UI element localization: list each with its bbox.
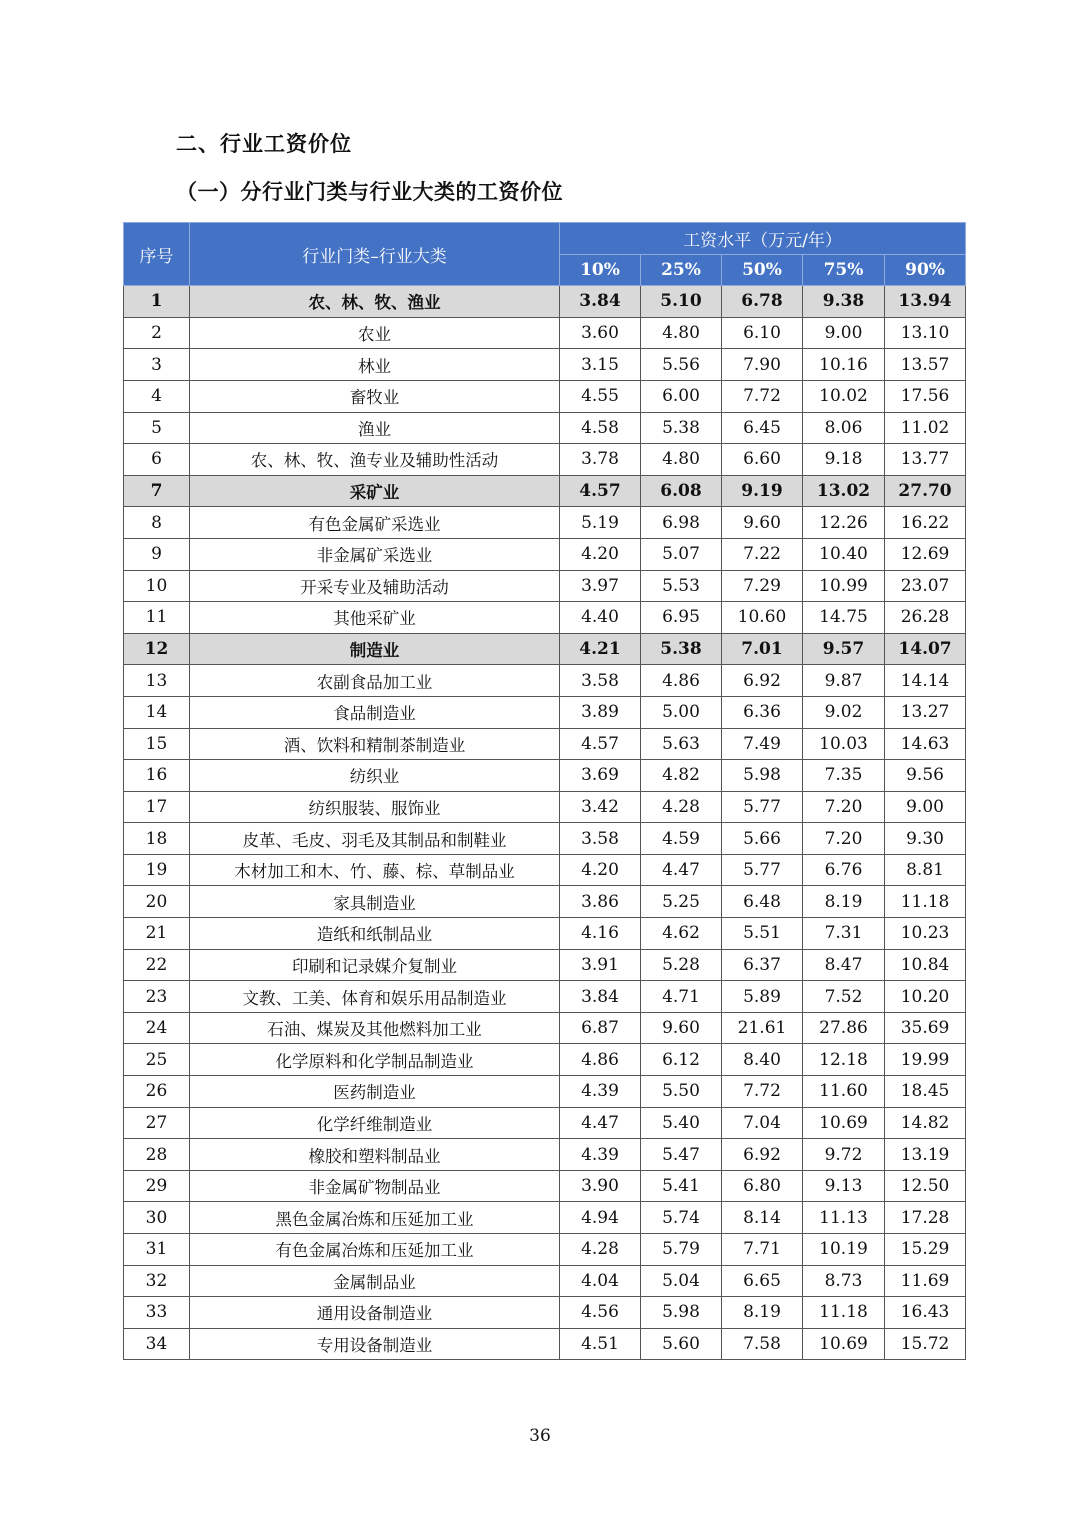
- row-index: 33: [124, 1297, 190, 1329]
- row-value-p25: 5.38: [641, 412, 722, 444]
- row-value-p50: 5.51: [722, 918, 803, 950]
- row-value-p50: 5.89: [722, 981, 803, 1013]
- table-row-section: [124, 633, 966, 665]
- row-value-p90: 15.72: [885, 1328, 966, 1360]
- table-row: [124, 1044, 966, 1076]
- table-row: [124, 444, 966, 476]
- row-value-p90: 8.81: [885, 854, 966, 886]
- row-index: 18: [124, 823, 190, 855]
- row-value-p90: 16.43: [885, 1297, 966, 1329]
- row-value-p25: 5.56: [641, 349, 722, 381]
- row-value-p25: 5.79: [641, 1234, 722, 1266]
- row-value-p90: 13.19: [885, 1139, 966, 1171]
- row-value-p75: 12.26: [803, 507, 885, 539]
- row-index: 7: [124, 475, 190, 507]
- row-value-p25: 4.71: [641, 981, 722, 1013]
- row-index: 19: [124, 854, 190, 886]
- row-value-p25: 5.07: [641, 538, 722, 570]
- row-value-p90: 13.10: [885, 317, 966, 349]
- row-value-p50: 21.61: [722, 1012, 803, 1044]
- row-index: 26: [124, 1076, 190, 1108]
- row-industry-name: 畜牧业: [190, 380, 560, 412]
- wage-table: [123, 222, 966, 1360]
- row-value-p90: 15.29: [885, 1234, 966, 1266]
- row-index: 27: [124, 1107, 190, 1139]
- row-value-p10: 3.58: [560, 665, 641, 697]
- table-row: [124, 1265, 966, 1297]
- row-industry-name: 皮革、毛皮、羽毛及其制品和制鞋业: [190, 823, 560, 855]
- row-value-p10: 4.58: [560, 412, 641, 444]
- row-value-p50: 5.66: [722, 823, 803, 855]
- row-index: 4: [124, 380, 190, 412]
- row-value-p25: 5.60: [641, 1328, 722, 1360]
- row-value-p50: 7.71: [722, 1234, 803, 1266]
- row-value-p10: 3.84: [560, 981, 641, 1013]
- table-row: [124, 760, 966, 792]
- row-value-p75: 14.75: [803, 602, 885, 634]
- table-row: [124, 349, 966, 381]
- row-value-p75: 11.60: [803, 1076, 885, 1108]
- row-value-p50: 7.58: [722, 1328, 803, 1360]
- row-value-p50: 6.92: [722, 1139, 803, 1171]
- row-industry-name: 印刷和记录媒介复制业: [190, 949, 560, 981]
- row-value-p75: 9.02: [803, 696, 885, 728]
- row-industry-name: 非金属矿物制品业: [190, 1170, 560, 1202]
- table-row: [124, 886, 966, 918]
- row-index: 34: [124, 1328, 190, 1360]
- row-value-p25: 4.59: [641, 823, 722, 855]
- row-index: 9: [124, 538, 190, 570]
- row-value-p90: 11.18: [885, 886, 966, 918]
- row-value-p10: 4.21: [560, 633, 641, 665]
- row-index: 28: [124, 1139, 190, 1171]
- row-value-p50: 8.40: [722, 1044, 803, 1076]
- row-index: 22: [124, 949, 190, 981]
- row-industry-name: 农业: [190, 317, 560, 349]
- table-row: [124, 728, 966, 760]
- row-value-p50: 7.01: [722, 633, 803, 665]
- row-value-p10: 4.28: [560, 1234, 641, 1266]
- row-value-p50: 5.77: [722, 791, 803, 823]
- row-value-p25: 5.98: [641, 1297, 722, 1329]
- page-number: 36: [529, 1426, 551, 1446]
- table-row: [124, 1012, 966, 1044]
- row-value-p90: 35.69: [885, 1012, 966, 1044]
- row-value-p90: 10.20: [885, 981, 966, 1013]
- row-value-p25: 4.47: [641, 854, 722, 886]
- row-value-p10: 3.69: [560, 760, 641, 792]
- row-industry-name: 食品制造业: [190, 696, 560, 728]
- row-value-p25: 4.62: [641, 918, 722, 950]
- row-value-p50: 7.72: [722, 380, 803, 412]
- header-index: 序号: [124, 223, 190, 286]
- row-index: 23: [124, 981, 190, 1013]
- row-value-p25: 5.63: [641, 728, 722, 760]
- row-value-p90: 18.45: [885, 1076, 966, 1108]
- row-value-p90: 10.23: [885, 918, 966, 950]
- row-industry-name: 黑色金属冶炼和压延加工业: [190, 1202, 560, 1234]
- row-value-p25: 5.74: [641, 1202, 722, 1234]
- row-industry-name: 橡胶和塑料制品业: [190, 1139, 560, 1171]
- row-value-p25: 6.12: [641, 1044, 722, 1076]
- row-industry-name: 非金属矿采选业: [190, 538, 560, 570]
- row-value-p75: 9.38: [803, 286, 885, 318]
- row-industry-name: 文教、工美、体育和娱乐用品制造业: [190, 981, 560, 1013]
- table-row: [124, 1107, 966, 1139]
- row-value-p25: 5.38: [641, 633, 722, 665]
- table-row-section: [124, 286, 966, 318]
- row-value-p75: 10.99: [803, 570, 885, 602]
- row-value-p10: 3.90: [560, 1170, 641, 1202]
- row-industry-name: 石油、煤炭及其他燃料加工业: [190, 1012, 560, 1044]
- row-index: 16: [124, 760, 190, 792]
- table-row: [124, 538, 966, 570]
- row-value-p75: 9.72: [803, 1139, 885, 1171]
- row-value-p10: 4.47: [560, 1107, 641, 1139]
- table-row: [124, 696, 966, 728]
- row-index: 13: [124, 665, 190, 697]
- table-row: [124, 570, 966, 602]
- row-value-p25: 5.50: [641, 1076, 722, 1108]
- row-value-p75: 9.18: [803, 444, 885, 476]
- table-row: [124, 949, 966, 981]
- row-value-p10: 3.15: [560, 349, 641, 381]
- header-wage-level: 工资水平（万元/年）: [560, 223, 966, 255]
- row-value-p25: 5.10: [641, 286, 722, 318]
- row-industry-name: 化学原料和化学制品制造业: [190, 1044, 560, 1076]
- row-value-p90: 9.56: [885, 760, 966, 792]
- row-value-p90: 13.57: [885, 349, 966, 381]
- row-value-p90: 9.00: [885, 791, 966, 823]
- row-value-p75: 7.20: [803, 823, 885, 855]
- row-value-p10: 6.87: [560, 1012, 641, 1044]
- row-value-p10: 4.51: [560, 1328, 641, 1360]
- table-row: [124, 1139, 966, 1171]
- row-value-p10: 4.57: [560, 728, 641, 760]
- row-value-p90: 12.50: [885, 1170, 966, 1202]
- row-value-p75: 7.31: [803, 918, 885, 950]
- table-row: [124, 1202, 966, 1234]
- table-row: [124, 380, 966, 412]
- row-value-p75: 7.20: [803, 791, 885, 823]
- table-row: [124, 918, 966, 950]
- row-value-p10: 4.86: [560, 1044, 641, 1076]
- row-value-p10: 3.89: [560, 696, 641, 728]
- row-value-p50: 6.92: [722, 665, 803, 697]
- row-value-p25: 5.04: [641, 1265, 722, 1297]
- row-value-p90: 13.27: [885, 696, 966, 728]
- row-index: 14: [124, 696, 190, 728]
- row-value-p90: 17.56: [885, 380, 966, 412]
- row-value-p75: 10.02: [803, 380, 885, 412]
- row-value-p90: 13.94: [885, 286, 966, 318]
- row-value-p75: 8.06: [803, 412, 885, 444]
- row-value-p50: 6.37: [722, 949, 803, 981]
- row-value-p75: 9.13: [803, 1170, 885, 1202]
- row-index: 1: [124, 286, 190, 318]
- row-value-p75: 11.18: [803, 1297, 885, 1329]
- row-value-p25: 5.47: [641, 1139, 722, 1171]
- row-value-p25: 6.95: [641, 602, 722, 634]
- row-value-p50: 7.04: [722, 1107, 803, 1139]
- row-index: 12: [124, 633, 190, 665]
- table-row: [124, 665, 966, 697]
- row-value-p75: 11.13: [803, 1202, 885, 1234]
- row-value-p90: 19.99: [885, 1044, 966, 1076]
- row-industry-name: 渔业: [190, 412, 560, 444]
- row-value-p50: 7.72: [722, 1076, 803, 1108]
- row-index: 25: [124, 1044, 190, 1076]
- row-value-p10: 3.42: [560, 791, 641, 823]
- table-row: [124, 317, 966, 349]
- row-industry-name: 通用设备制造业: [190, 1297, 560, 1329]
- row-value-p75: 10.19: [803, 1234, 885, 1266]
- row-value-p90: 26.28: [885, 602, 966, 634]
- row-value-p90: 14.07: [885, 633, 966, 665]
- row-value-p50: 7.49: [722, 728, 803, 760]
- row-value-p75: 9.57: [803, 633, 885, 665]
- row-value-p25: 6.00: [641, 380, 722, 412]
- row-index: 31: [124, 1234, 190, 1266]
- row-value-p10: 3.84: [560, 286, 641, 318]
- row-value-p90: 10.84: [885, 949, 966, 981]
- row-value-p75: 6.76: [803, 854, 885, 886]
- row-value-p10: 3.97: [560, 570, 641, 602]
- row-value-p90: 12.69: [885, 538, 966, 570]
- table-row: [124, 412, 966, 444]
- row-industry-name: 有色金属冶炼和压延加工业: [190, 1234, 560, 1266]
- row-value-p25: 4.80: [641, 317, 722, 349]
- row-value-p90: 14.63: [885, 728, 966, 760]
- row-industry-name: 木材加工和木、竹、藤、棕、草制品业: [190, 854, 560, 886]
- row-index: 30: [124, 1202, 190, 1234]
- row-value-p10: 5.19: [560, 507, 641, 539]
- row-industry-name: 酒、饮料和精制茶制造业: [190, 728, 560, 760]
- table-row: [124, 981, 966, 1013]
- table-row: [124, 791, 966, 823]
- row-value-p10: 3.60: [560, 317, 641, 349]
- header-p90: 90%: [885, 254, 966, 286]
- row-value-p90: 17.28: [885, 1202, 966, 1234]
- row-value-p50: 5.77: [722, 854, 803, 886]
- row-industry-name: 农副食品加工业: [190, 665, 560, 697]
- row-value-p50: 6.60: [722, 444, 803, 476]
- row-value-p50: 5.98: [722, 760, 803, 792]
- row-industry-name: 制造业: [190, 633, 560, 665]
- row-value-p10: 3.58: [560, 823, 641, 855]
- table-row: [124, 1297, 966, 1329]
- row-index: 5: [124, 412, 190, 444]
- row-value-p10: 4.04: [560, 1265, 641, 1297]
- row-value-p25: 5.40: [641, 1107, 722, 1139]
- row-value-p10: 3.78: [560, 444, 641, 476]
- table-row: [124, 1170, 966, 1202]
- row-value-p90: 13.77: [885, 444, 966, 476]
- row-value-p75: 10.40: [803, 538, 885, 570]
- row-value-p90: 11.69: [885, 1265, 966, 1297]
- row-value-p50: 6.80: [722, 1170, 803, 1202]
- row-value-p25: 6.08: [641, 475, 722, 507]
- table-header: [124, 223, 966, 286]
- header-p25: 25%: [641, 254, 722, 286]
- section-heading: 二、行业工资价位: [176, 132, 352, 156]
- row-value-p25: 5.53: [641, 570, 722, 602]
- row-value-p75: 10.03: [803, 728, 885, 760]
- table-row: [124, 602, 966, 634]
- row-index: 29: [124, 1170, 190, 1202]
- row-value-p25: 4.82: [641, 760, 722, 792]
- row-value-p10: 4.20: [560, 854, 641, 886]
- row-index: 15: [124, 728, 190, 760]
- row-value-p50: 6.45: [722, 412, 803, 444]
- row-industry-name: 有色金属矿采选业: [190, 507, 560, 539]
- row-value-p75: 13.02: [803, 475, 885, 507]
- row-industry-name: 纺织业: [190, 760, 560, 792]
- header-p75: 75%: [803, 254, 885, 286]
- table-row: [124, 823, 966, 855]
- row-industry-name: 林业: [190, 349, 560, 381]
- row-value-p10: 4.39: [560, 1076, 641, 1108]
- row-value-p75: 9.87: [803, 665, 885, 697]
- row-index: 32: [124, 1265, 190, 1297]
- row-industry-name: 造纸和纸制品业: [190, 918, 560, 950]
- row-value-p50: 9.60: [722, 507, 803, 539]
- row-value-p25: 4.86: [641, 665, 722, 697]
- row-index: 6: [124, 444, 190, 476]
- row-industry-name: 其他采矿业: [190, 602, 560, 634]
- row-value-p90: 16.22: [885, 507, 966, 539]
- row-index: 3: [124, 349, 190, 381]
- row-value-p50: 7.29: [722, 570, 803, 602]
- row-industry-name: 纺织服装、服饰业: [190, 791, 560, 823]
- row-value-p50: 9.19: [722, 475, 803, 507]
- table-row: [124, 507, 966, 539]
- row-value-p10: 4.55: [560, 380, 641, 412]
- row-value-p10: 4.57: [560, 475, 641, 507]
- row-value-p90: 11.02: [885, 412, 966, 444]
- row-industry-name: 农、林、牧、渔专业及辅助性活动: [190, 444, 560, 476]
- table-row: [124, 1328, 966, 1360]
- row-value-p75: 8.19: [803, 886, 885, 918]
- row-value-p75: 8.73: [803, 1265, 885, 1297]
- row-value-p25: 6.98: [641, 507, 722, 539]
- row-value-p25: 4.28: [641, 791, 722, 823]
- row-index: 8: [124, 507, 190, 539]
- subsection-heading: （一）分行业门类与行业大类的工资价位: [176, 180, 563, 204]
- row-value-p50: 6.65: [722, 1265, 803, 1297]
- row-index: 21: [124, 918, 190, 950]
- row-index: 11: [124, 602, 190, 634]
- row-index: 24: [124, 1012, 190, 1044]
- row-industry-name: 专用设备制造业: [190, 1328, 560, 1360]
- row-index: 17: [124, 791, 190, 823]
- row-industry-name: 开采专业及辅助活动: [190, 570, 560, 602]
- row-value-p75: 10.69: [803, 1107, 885, 1139]
- row-industry-name: 农、林、牧、渔业: [190, 286, 560, 318]
- row-value-p50: 6.48: [722, 886, 803, 918]
- row-value-p10: 4.94: [560, 1202, 641, 1234]
- row-value-p75: 8.47: [803, 949, 885, 981]
- row-industry-name: 采矿业: [190, 475, 560, 507]
- row-value-p90: 14.14: [885, 665, 966, 697]
- row-value-p10: 4.20: [560, 538, 641, 570]
- row-value-p90: 9.30: [885, 823, 966, 855]
- row-value-p50: 8.19: [722, 1297, 803, 1329]
- row-index: 10: [124, 570, 190, 602]
- row-value-p90: 14.82: [885, 1107, 966, 1139]
- row-index: 2: [124, 317, 190, 349]
- table-row-section: [124, 475, 966, 507]
- row-value-p50: 7.22: [722, 538, 803, 570]
- row-value-p10: 3.86: [560, 886, 641, 918]
- row-value-p50: 6.10: [722, 317, 803, 349]
- row-value-p50: 6.36: [722, 696, 803, 728]
- row-value-p10: 4.39: [560, 1139, 641, 1171]
- row-value-p75: 9.00: [803, 317, 885, 349]
- row-industry-name: 家具制造业: [190, 886, 560, 918]
- row-value-p25: 5.28: [641, 949, 722, 981]
- row-value-p25: 5.41: [641, 1170, 722, 1202]
- row-value-p75: 10.16: [803, 349, 885, 381]
- header-p50: 50%: [722, 254, 803, 286]
- row-index: 20: [124, 886, 190, 918]
- table-row: [124, 1076, 966, 1108]
- row-value-p90: 27.70: [885, 475, 966, 507]
- row-value-p90: 23.07: [885, 570, 966, 602]
- header-p10: 10%: [560, 254, 641, 286]
- row-value-p10: 4.40: [560, 602, 641, 634]
- row-value-p25: 5.25: [641, 886, 722, 918]
- table-body: [124, 286, 966, 1360]
- row-value-p50: 6.78: [722, 286, 803, 318]
- row-value-p10: 3.91: [560, 949, 641, 981]
- row-value-p25: 9.60: [641, 1012, 722, 1044]
- table-row: [124, 854, 966, 886]
- row-value-p50: 10.60: [722, 602, 803, 634]
- row-value-p10: 4.56: [560, 1297, 641, 1329]
- row-value-p50: 7.90: [722, 349, 803, 381]
- row-industry-name: 金属制品业: [190, 1265, 560, 1297]
- row-industry-name: 医药制造业: [190, 1076, 560, 1108]
- row-value-p75: 7.35: [803, 760, 885, 792]
- row-value-p75: 27.86: [803, 1012, 885, 1044]
- row-value-p75: 10.69: [803, 1328, 885, 1360]
- row-value-p50: 8.14: [722, 1202, 803, 1234]
- row-value-p75: 7.52: [803, 981, 885, 1013]
- row-value-p75: 12.18: [803, 1044, 885, 1076]
- table-row: [124, 1234, 966, 1266]
- row-industry-name: 化学纤维制造业: [190, 1107, 560, 1139]
- row-value-p10: 4.16: [560, 918, 641, 950]
- header-industry: 行业门类–行业大类: [190, 223, 560, 286]
- row-value-p25: 5.00: [641, 696, 722, 728]
- row-value-p25: 4.80: [641, 444, 722, 476]
